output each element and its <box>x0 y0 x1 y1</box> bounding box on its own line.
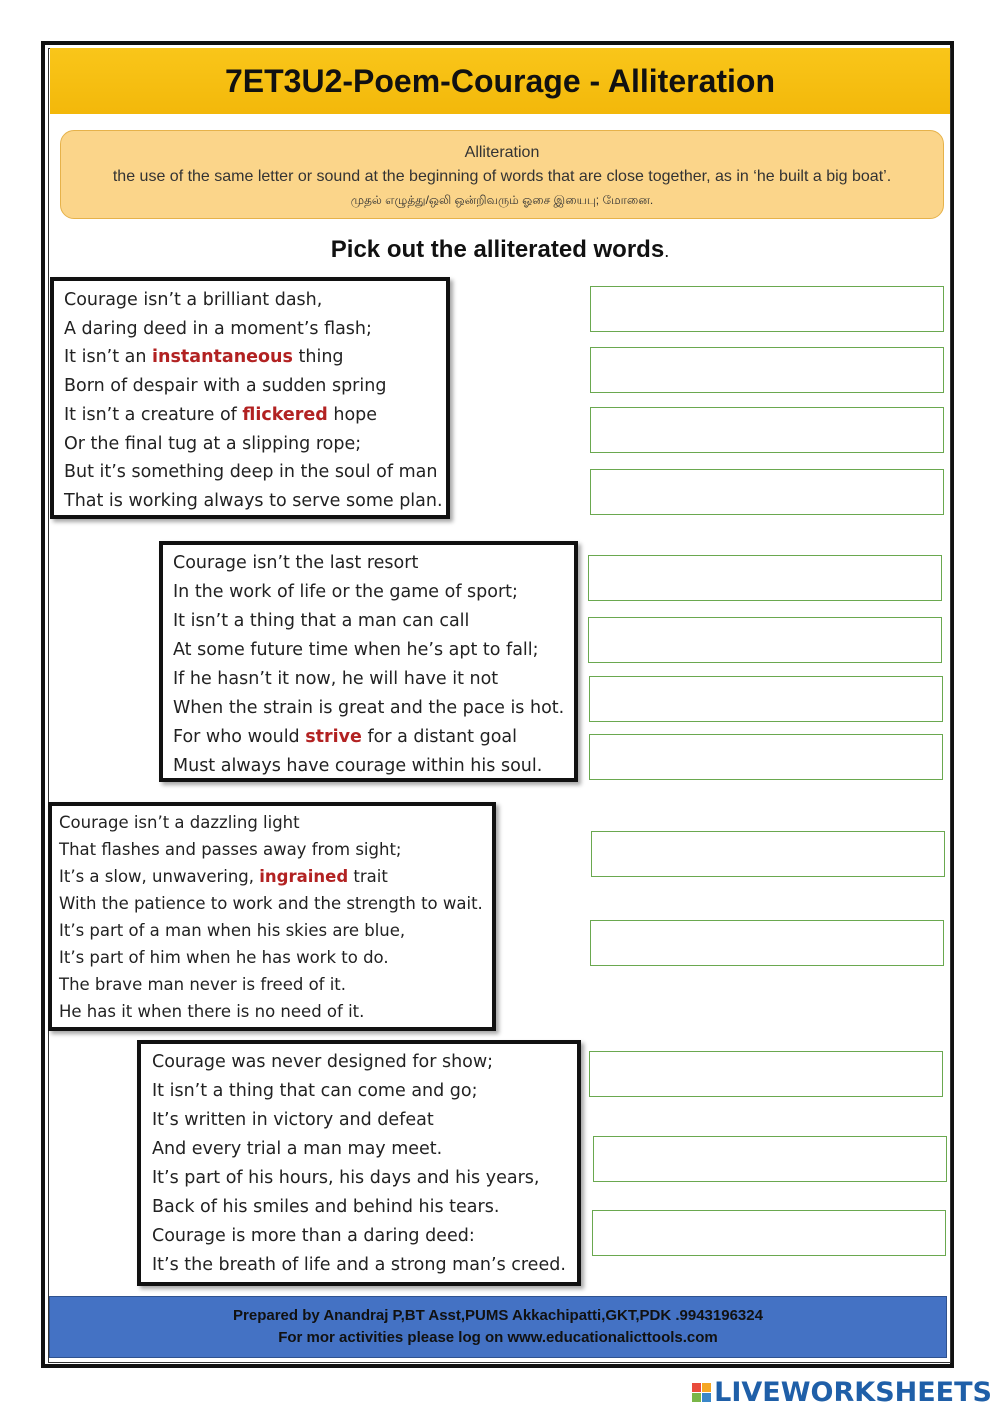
poem-line <box>64 405 377 425</box>
poem-line: Courage was never designed for show; <box>152 1052 494 1072</box>
poem-line: It’s the breath of life and a strong man’s creed. <box>152 1255 566 1275</box>
poem-line: Born of despair with a sudden spring <box>64 376 387 397</box>
highlighted-word: flickered <box>242 404 328 425</box>
answer-box-8[interactable] <box>589 734 943 780</box>
poem-line-text: trait <box>348 867 388 886</box>
answer-box-2[interactable] <box>590 347 944 393</box>
stanza-4 <box>137 1040 581 1286</box>
instruction-period: . <box>664 241 670 261</box>
poem-line: It’s part of his hours, his days and his years, <box>152 1168 540 1188</box>
liveworksheets-logo-icon <box>692 1383 711 1402</box>
poem-line: In the work of life or the game of sport; <box>173 582 518 602</box>
answer-box-5[interactable] <box>588 555 942 601</box>
poem-line: Courage isn’t a dazzling light <box>59 813 300 832</box>
poem-line: The brave man never is freed of it. <box>59 975 347 994</box>
poem-line-text: It isn’t a creature of <box>64 404 243 425</box>
poem-line: Courage isn’t a brilliant dash, <box>64 290 323 310</box>
poem-line-text: thing <box>292 347 344 368</box>
highlighted-word: strive <box>305 727 362 747</box>
poem-line: And every trial a man may meet. <box>152 1139 443 1159</box>
poem-line-text: for a distant goal <box>361 727 517 747</box>
definition-heading: Alliteration <box>464 144 540 161</box>
poem-line-text: It’s a slow, unwavering, <box>59 867 260 886</box>
poem-line: Back of his smiles and behind his tears. <box>152 1197 500 1217</box>
poem-line-text: hope <box>327 404 378 425</box>
poem-line: If he hasn’t it now, he will have it not <box>173 669 499 689</box>
poem-line: When the strain is great and the pace is hot. <box>173 698 565 718</box>
poem-line: But it’s something deep in the soul of man <box>64 462 438 483</box>
poem-line: That is working always to serve some plan. <box>64 490 443 511</box>
answer-box-9[interactable] <box>591 831 945 877</box>
instruction-text: Pick out the alliterated words <box>330 236 665 263</box>
poem-line: He has it when there is no need of it. <box>59 1002 365 1021</box>
poem-line: At some future time when he’s apt to fall; <box>173 640 539 660</box>
poem-line: Courage is more than a daring deed: <box>152 1226 475 1246</box>
highlighted-word: instantaneous <box>152 347 293 368</box>
poem-line-text: For who would <box>173 727 306 747</box>
highlighted-word: ingrained <box>259 867 349 886</box>
footer-credit: Prepared by Anandraj P,BT Asst,PUMS Akkachipatti,GKT,PDK .9943196324 <box>233 1307 763 1324</box>
liveworksheets-brand[interactable] <box>692 1377 992 1407</box>
answer-box-12[interactable] <box>593 1136 947 1182</box>
poem-line: It’s part of a man when his skies are blue, <box>59 921 406 940</box>
definition-box <box>60 130 944 219</box>
stanza-1 <box>50 277 450 519</box>
poem-line: Must always have courage within his soul. <box>173 756 543 776</box>
poem-line: That flashes and passes away from sight; <box>59 840 402 859</box>
answer-box-6[interactable] <box>588 617 942 663</box>
poem-line: It’s part of him when he has work to do. <box>59 948 389 967</box>
answer-box-7[interactable] <box>589 676 943 722</box>
poem-line <box>64 347 344 367</box>
answer-box-3[interactable] <box>590 407 944 453</box>
answer-box-13[interactable] <box>592 1210 946 1256</box>
poem-line: It’s written in victory and defeat <box>152 1110 434 1130</box>
instruction <box>0 236 1000 264</box>
poem-line: It isn’t a thing that can come and go; <box>152 1081 478 1101</box>
poem-line: A daring deed in a moment’s flash; <box>64 318 372 339</box>
poem-line: Or the final tug at a slipping rope; <box>64 433 362 454</box>
definition-text: the use of the same letter or sound at the beginning of words that are close together, as in ‘he built a big boat’. <box>112 168 892 185</box>
poem-line: Courage isn’t the last resort <box>173 553 419 573</box>
poem-line: With the patience to work and the strength to wait. <box>59 894 483 913</box>
brand-name: LIVEWORKSHEETS <box>714 1376 992 1408</box>
answer-box-10[interactable] <box>590 920 944 966</box>
footer-link[interactable]: For mor activities please log on www.educationalicttools.com <box>278 1329 718 1346</box>
definition-tamil: முதல் எழுத்து/ஒலி ஒன்றிவரும் ஓசை இயைபு; மோனை. <box>350 193 654 207</box>
stanza-2 <box>159 541 578 782</box>
answer-box-1[interactable] <box>590 286 944 332</box>
stanza-3 <box>48 802 496 1031</box>
footer <box>49 1296 947 1358</box>
poem-line <box>59 867 388 886</box>
answer-box-4[interactable] <box>590 469 944 515</box>
answer-box-11[interactable] <box>589 1051 943 1097</box>
poem-line: It isn’t a thing that a man can call <box>173 611 470 631</box>
poem-line-text: It isn’t an <box>64 347 153 368</box>
page-title: 7ET3U2-Poem-Courage - Alliteration <box>50 48 950 114</box>
poem-line <box>173 727 517 747</box>
